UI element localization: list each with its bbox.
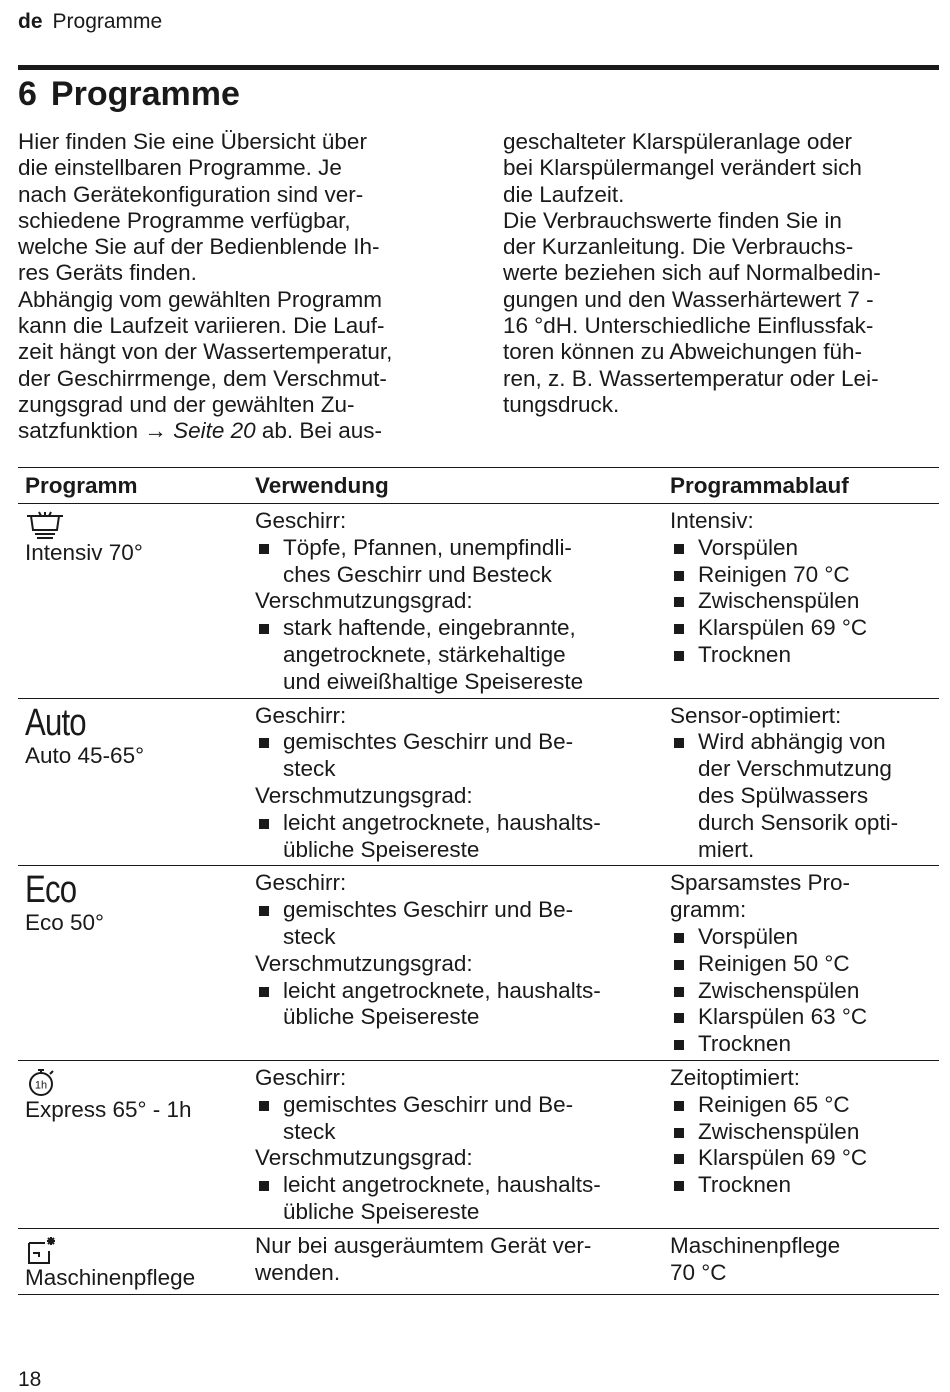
auto-programme-icon: Auto [25,701,86,744]
programme-name: Express 65° - 1h [25,1096,192,1122]
intensive-pot-icon [25,510,65,540]
programm-cell [18,1228,248,1294]
intro-line: res Geräts finden. [18,260,197,286]
list-item: leicht angetrocknete, haushalts- übliche Speisereste [255,1172,657,1226]
list-item: Zwischenspülen [670,588,933,615]
list-item: Trocknen [670,1172,933,1199]
table-row [18,1228,939,1294]
chapter-number: 6 [18,75,37,113]
ablauf-cell: Intensiv: Vorspülen Reinigen 70 °C Zwischenspülen Klarspülen 69 °C Trocknen [663,504,939,699]
intro-line: toren können zu Abweichungen füh- [503,339,863,365]
chapter-title: Programme [50,75,240,113]
intro-line: schiedene Programme verfügbar, [18,207,351,233]
list-item: Vorspülen [670,924,933,951]
programm-cell [18,504,248,699]
list-item: Zwischenspülen [670,1119,933,1146]
intro-line: Hier finden Sie eine Übersicht über [18,129,367,154]
intro-line: geschalteter Klarspüleranlage oder [503,129,852,154]
verwendung-cell: Geschirr: gemischtes Geschirr und Be- steck Verschmutzungsgrad: leicht angetrocknete, haushalts- übliche Speisereste [248,1060,663,1228]
list-item: gemischtes Geschirr und Be- steck [255,897,657,951]
page-reference-link[interactable]: Seite 20 [173,418,256,444]
programme-name: Intensiv 70° [25,540,143,565]
intro-line: der Kurzanleitung. Die Verbrauchs- [503,234,854,260]
verwendung-cell: Nur bei ausgeräumtem Gerät ver- wenden. [248,1228,663,1294]
svg-text:1h: 1h [34,1079,48,1092]
list-item: Vorspülen [670,535,933,562]
ablauf-cell: Sensor-optimiert: Wird abhängig von der Verschmutzung des Spülwassers durch Sensorik opti- miert. [663,698,939,866]
list-item: leicht angetrocknete, haushalts- übliche Speisereste [255,810,657,864]
table-row [18,504,939,699]
programme-table [18,467,939,1295]
ablauf-cell: Maschinenpflege 70 °C [663,1228,939,1294]
table-row [18,1060,939,1228]
programme-name: Eco 50° [25,910,105,936]
intro-line: werte beziehen sich auf Normalbedin- [503,260,881,286]
intro-line: bei Klarspülermangel verändert sich [503,155,862,181]
intro-line: welche Sie auf der Bedienblende Ih- [18,234,380,260]
intro-line: die einstellbaren Programme. Je [18,155,342,181]
programm-cell [18,866,248,1061]
programm-cell [18,698,248,866]
intro-line: die Laufzeit. [503,181,625,207]
verwendung-cell: Geschirr: Töpfe, Pfannen, unempfindli- ches Geschirr und Besteck Verschmutzungsgrad: stark haftende, eingebrannte, angetrocknete, stärkehaltige und eiweißhaltige Speisereste [248,504,663,699]
header-programm: Programm [18,468,248,504]
intro-line: gungen und den Wasserhärtewert 7 - [503,286,874,312]
list-item: Reinigen 50 °C [670,951,933,978]
intro-line: nach Gerätekonfiguration sind ver- [18,181,364,207]
ablauf-cell: Sparsamstes Pro- gramm: Vorspülen Reinigen 50 °C Zwischenspülen Klarspülen 63 °C Trocknen [663,866,939,1061]
list-item: Zwischenspülen [670,978,933,1005]
list-item: Reinigen 65 °C [670,1092,933,1119]
header-programmablauf: Programmablauf [663,468,939,504]
section-name: Programme [52,10,163,33]
programme-name: Auto 45-65° [25,742,145,768]
intro-line: 16 °dH. Unterschiedliche Einflussfak- [503,313,874,339]
table-header-row [18,468,939,504]
verwendung-cell: Geschirr: gemischtes Geschirr und Be- steck Verschmutzungsgrad: leicht angetrocknete, haushalts- übliche Speisereste [248,698,663,866]
table-row [18,866,939,1061]
programme-name: Maschinenpflege [25,1264,196,1290]
list-item: stark haftende, eingebrannte, angetrocknete, stärkehaltige und eiweißhaltige Speisereste [255,615,657,695]
header-rule [18,65,939,70]
eco-programme-icon: Eco [25,869,77,912]
list-item: Klarspülen 63 °C [670,1004,933,1031]
intro-line: zeit hängt von der Wassertemperatur, [18,339,393,365]
language-code: de [18,10,43,33]
intro-right-column [503,129,943,418]
list-item: Wird abhängig von der Verschmutzung des Spülwassers durch Sensorik opti- miert. [670,729,933,863]
intro-line: Abhängig vom gewählten Programm [18,286,382,312]
list-item: Töpfe, Pfannen, unempfindli- ches Geschirr und Besteck [255,535,657,589]
header-verwendung: Verwendung [248,468,663,504]
page-number: 18 [18,1368,42,1391]
intro-line: satzfunktion → Seite 20 ab. Bei aus- [18,418,382,444]
page-header [18,9,162,35]
list-item: gemischtes Geschirr und Be- steck [255,729,657,783]
table-row [18,698,939,866]
intro-line: kann die Laufzeit variieren. Die Lauf- [18,313,385,339]
machine-care-icon [25,1235,59,1265]
list-item: Klarspülen 69 °C [670,615,933,642]
list-item: Trocknen [670,1031,933,1058]
programm-cell [18,1060,248,1228]
list-item: leicht angetrocknete, haushalts- übliche Speisereste [255,978,657,1032]
intro-line: tungsdruck. [503,391,620,417]
intro-line: ren, z. B. Wassertemperatur oder Lei- [503,365,879,391]
verwendung-cell: Geschirr: gemischtes Geschirr und Be- steck Verschmutzungsgrad: leicht angetrocknete, haushalts- übliche Speisereste [248,866,663,1061]
list-item: gemischtes Geschirr und Be- steck [255,1092,657,1146]
intro-left-column [18,129,458,445]
list-item: Klarspülen 69 °C [670,1145,933,1172]
intro-line: der Geschirrmenge, dem Verschmut- [18,365,387,391]
intro-line: zungsgrad und der gewählten Zu- [18,391,355,417]
express-1h-icon [25,1067,59,1097]
page-title [18,74,240,114]
ablauf-cell: Zeitoptimiert: Reinigen 65 °C Zwischenspülen Klarspülen 69 °C Trocknen [663,1060,939,1228]
list-item: Reinigen 70 °C [670,562,933,589]
list-item: Trocknen [670,642,933,669]
intro-line: Die Verbrauchswerte finden Sie in [503,207,842,233]
